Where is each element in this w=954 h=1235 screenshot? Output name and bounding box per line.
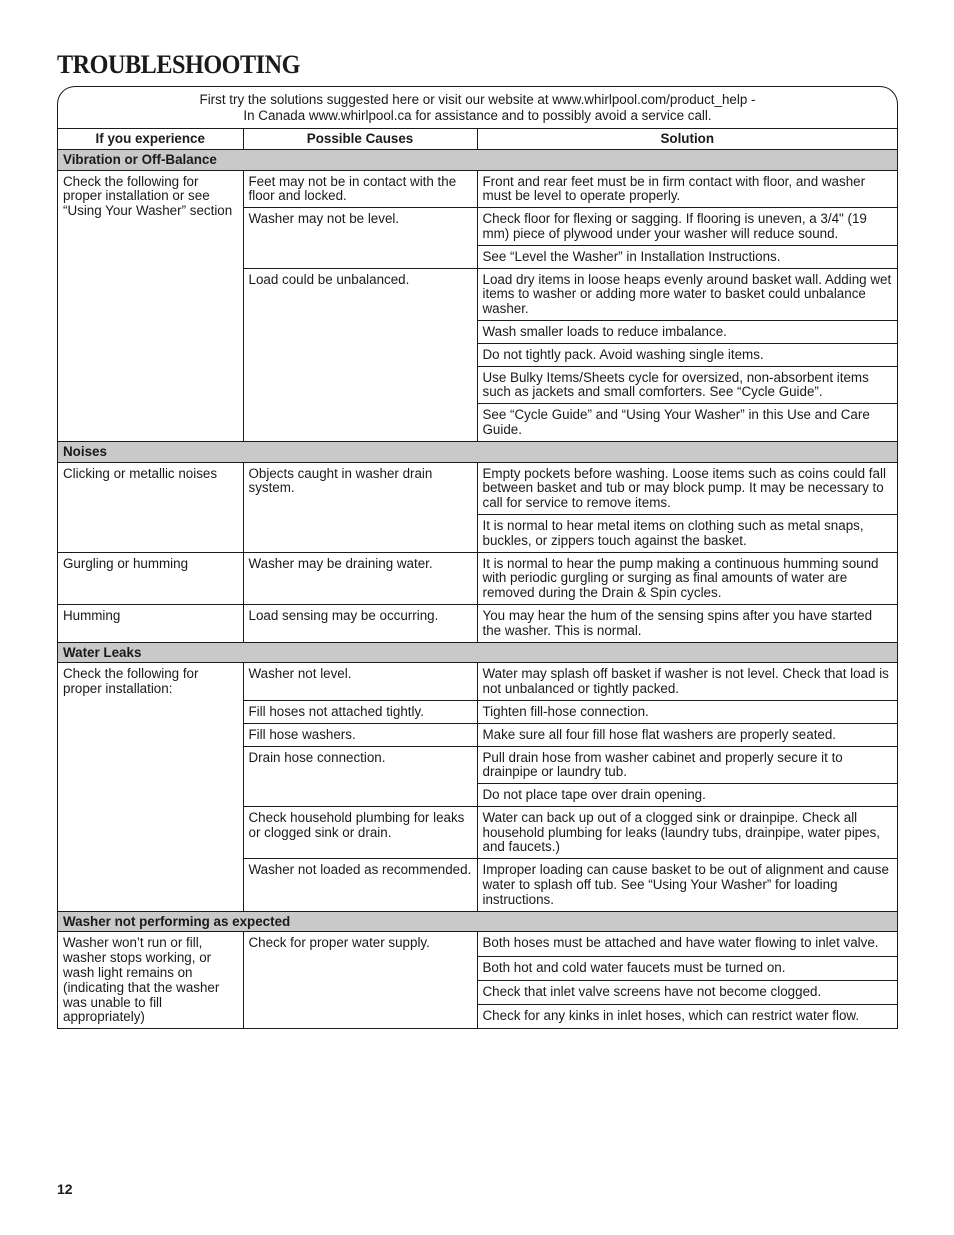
page-number: 12 — [57, 1181, 73, 1197]
problem-cell: Washer won’t run or fill, washer stops working, or wash light remains on (indicating that the washer was unable to fill appropriately) — [58, 932, 243, 1029]
solution-cell: Wash smaller loads to reduce imbalance. — [477, 320, 897, 343]
section-header: Vibration or Off-Balance — [58, 149, 897, 170]
cause-cell: Load sensing may be occurring. — [243, 604, 477, 642]
cause-cell: Washer not level. — [243, 663, 477, 701]
section-row — [58, 911, 897, 932]
table-header-row — [58, 129, 897, 149]
solution-cell: Both hot and cold water faucets must be turned on. — [477, 956, 897, 980]
cause-cell: Feet may not be in contact with the floor and locked. — [243, 170, 477, 208]
problem-cell: Humming — [58, 604, 243, 642]
solution-cell: Check that inlet valve screens have not become clogged. — [477, 980, 897, 1004]
section-header: Noises — [58, 441, 897, 462]
cause-cell: Check for proper water supply. — [243, 932, 477, 1029]
header-possible-causes: Possible Causes — [243, 129, 477, 149]
solution-cell: Water may splash off basket if washer is not level. Check that load is not unbalanced or tightly packed. — [477, 663, 897, 701]
intro-text — [58, 87, 897, 129]
table-row — [58, 932, 897, 956]
header-if-you-experience: If you experience — [58, 129, 243, 149]
section-row — [58, 149, 897, 170]
table-row — [58, 552, 897, 604]
problem-cell: Gurgling or humming — [58, 552, 243, 604]
cause-cell: Check household plumbing for leaks or clogged sink or drain. — [243, 806, 477, 858]
solution-cell: Front and rear feet must be in firm contact with floor, and washer must be level to operate properly. — [477, 170, 897, 208]
solution-cell: Both hoses must be attached and have water flowing to inlet valve. — [477, 932, 897, 956]
problem-cell: Clicking or metallic noises — [58, 462, 243, 552]
cause-cell: Washer not loaded as recommended. — [243, 859, 477, 911]
solution-cell: You may hear the hum of the sensing spins after you have started the washer. This is normal. — [477, 604, 897, 642]
section-header: Water Leaks — [58, 642, 897, 663]
solution-cell: Tighten fill-hose connection. — [477, 700, 897, 723]
solution-cell: It is normal to hear metal items on clothing such as metal snaps, buckles, or zippers touch against the basket. — [477, 514, 897, 552]
intro-line-1: First try the solutions suggested here or visit our website at www.whirlpool.com/product_help - — [199, 92, 756, 107]
solution-cell: Use Bulky Items/Sheets cycle for oversized, non-absorbent items such as jackets and small comforters. See “Cycle Guide”. — [477, 366, 897, 404]
solution-cell: Check for any kinks in inlet hoses, which can restrict water flow. — [477, 1005, 897, 1029]
solution-cell: See “Cycle Guide” and “Using Your Washer” in this Use and Care Guide. — [477, 404, 897, 442]
solution-cell: See “Level the Washer” in Installation Instructions. — [477, 245, 897, 268]
problem-cell: Check the following for proper installation: — [58, 663, 243, 911]
header-solution: Solution — [477, 129, 897, 149]
table-row — [58, 663, 897, 701]
solution-cell: Load dry items in loose heaps evenly around basket wall. Adding wet items to washer or adding more water to basket could unbalance washer. — [477, 268, 897, 320]
solution-cell: Empty pockets before washing. Loose items such as coins could fall between basket and tub or may block pump. It may be necessary to call for service to remove items. — [477, 462, 897, 514]
solution-cell: Improper loading can cause basket to be out of alignment and cause water to splash off tub. See “Using Your Washer” for loading instructions. — [477, 859, 897, 911]
section-row — [58, 642, 897, 663]
cause-cell: Fill hoses not attached tightly. — [243, 700, 477, 723]
intro-line-2: In Canada www.whirlpool.ca for assistance and to possibly avoid a service call. — [243, 107, 712, 123]
solution-cell: Check floor for flexing or sagging. If flooring is uneven, a 3/4" (19 mm) piece of plywood under your washer will reduce sound. — [477, 208, 897, 246]
table-row — [58, 604, 897, 642]
problem-cell: Check the following for proper installation or see “Using Your Washer” section — [58, 170, 243, 441]
table-row — [58, 170, 897, 208]
solution-cell: Do not tightly pack. Avoid washing single items. — [477, 343, 897, 366]
solution-cell: It is normal to hear the pump making a continuous humming sound with periodic gurgling or surging as final amounts of water are removed during the Drain & Spin cycles. — [477, 552, 897, 604]
cause-cell: Load could be unbalanced. — [243, 268, 477, 441]
solution-cell: Do not place tape over drain opening. — [477, 784, 897, 807]
cause-cell: Washer may not be level. — [243, 208, 477, 268]
cause-cell: Drain hose connection. — [243, 746, 477, 806]
cause-cell: Fill hose washers. — [243, 723, 477, 746]
section-header: Washer not performing as expected — [58, 911, 897, 932]
solution-cell: Water can back up out of a clogged sink or drainpipe. Check all household plumbing for leaks (laundry tubs, drainpipe, water pipes, and faucets.) — [477, 806, 897, 858]
page-title: TROUBLESHOOTING — [57, 50, 300, 79]
section-row — [58, 441, 897, 462]
solution-cell: Pull drain hose from washer cabinet and properly secure it to drainpipe or laundry tub. — [477, 746, 897, 784]
troubleshooting-table — [58, 129, 897, 1029]
cause-cell: Objects caught in washer drain system. — [243, 462, 477, 552]
cause-cell: Washer may be draining water. — [243, 552, 477, 604]
solution-cell: Make sure all four fill hose flat washers are properly seated. — [477, 723, 897, 746]
table-row — [58, 462, 897, 514]
troubleshooting-box — [57, 86, 898, 1029]
